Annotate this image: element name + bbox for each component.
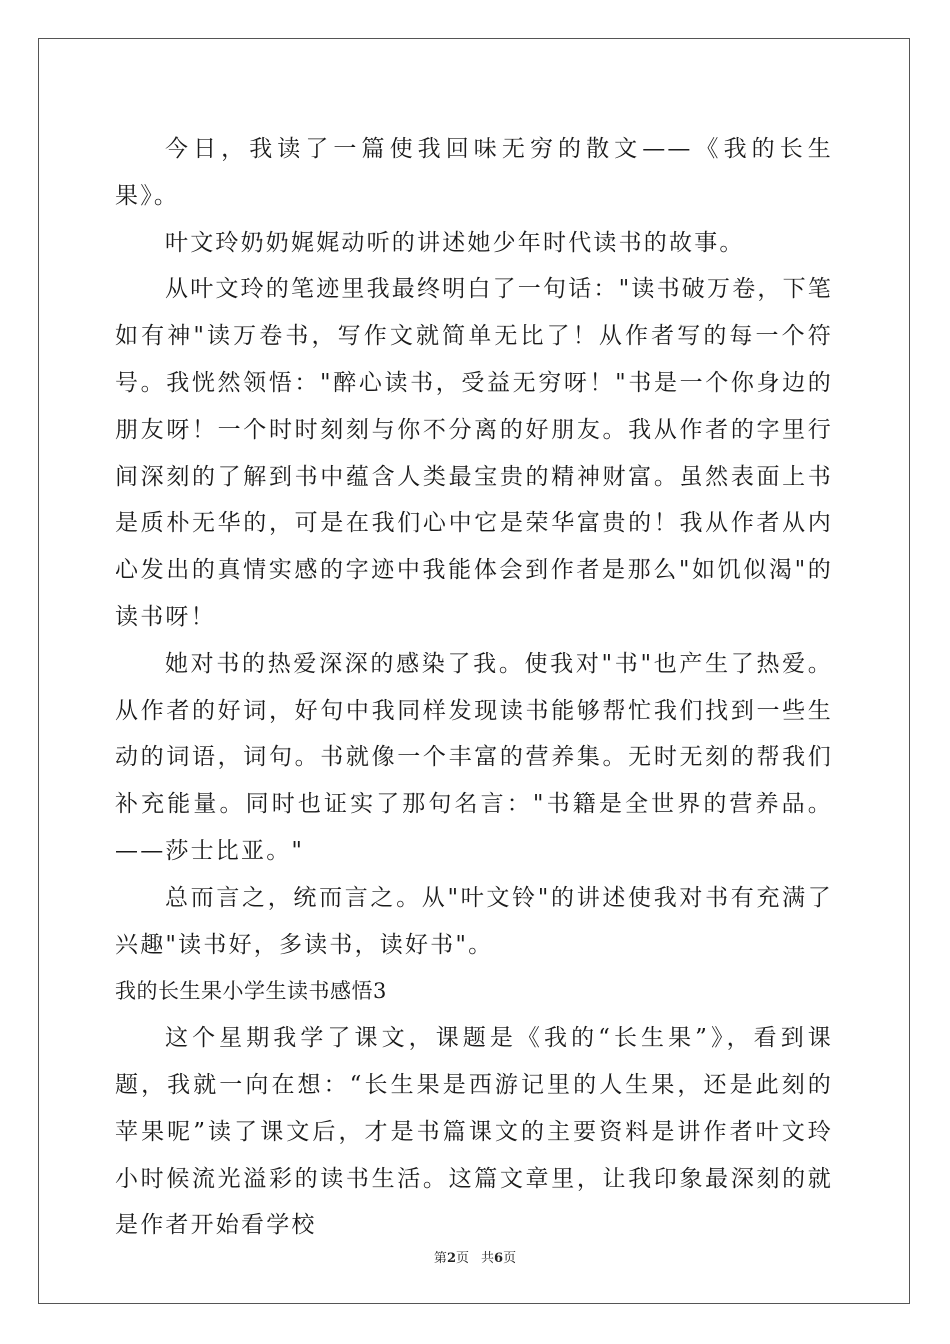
footer-page-number: 2: [446, 1251, 456, 1266]
section-heading: 我的长生果小学生读书感悟3: [115, 979, 387, 1004]
paragraph: 总而言之，统而言之。从"叶文铃"的讲述使我对书有充满了兴趣"读书好，多读书，读好书"。: [115, 884, 833, 958]
footer-page-prefix: 第: [433, 1251, 447, 1266]
page-footer: [0, 1247, 950, 1266]
document-body: [115, 126, 833, 1249]
footer-total-pages: 6: [494, 1251, 504, 1266]
paragraph: 这个星期我学了课文，课题是《我的“长生果”》，看到课题，我就一向在想：“长生果是西游记里的人生果，还是此刻的苹果呢”读了课文后，才是书篇课文的主要资料是讲作者叶文玲小时候流光溢彩的读书生活。这篇文章里，让我印象最深刻的就是作者开始看学校: [115, 1025, 833, 1239]
footer-total-prefix: 共: [481, 1251, 495, 1266]
paragraph: 她对书的热爱深深的感染了我。使我对"书"也产生了热爱。从作者的好词，好句中我同样发现读书能够帮忙我们找到一些生动的词语，词句。书就像一个丰富的营养集。无时无刻的帮我们补充能量。同时也证实了那句名言："书籍是全世界的营养品。——莎士比亚。": [115, 650, 833, 864]
paragraph: 从叶文玲的笔迹里我最终明白了一句话："读书破万卷，下笔如有神"读万卷书，写作文就简单无比了！从作者写的每一个符号。我恍然领悟："醉心读书，受益无穷呀！"书是一个你身边的朋友呀！一个时时刻刻与你不分离的好朋友。我从作者的字里行间深刻的了解到书中蕴含人类最宝贵的精神财富。虽然表面上书是质朴无华的，可是在我们心中它是荣华富贵的！我从作者从内心发出的真情实感的字迹中我能体会到作者是那么"如饥似渴"的读书呀！: [115, 276, 833, 630]
footer-total-suffix: 页: [503, 1251, 517, 1266]
paragraph: 叶文玲奶奶娓娓动听的讲述她少年时代读书的故事。: [165, 229, 745, 256]
paragraph: 今日，我读了一篇使我回味无穷的散文——《我的长生果》。: [115, 136, 833, 209]
footer-page-suffix: 页: [455, 1251, 469, 1266]
